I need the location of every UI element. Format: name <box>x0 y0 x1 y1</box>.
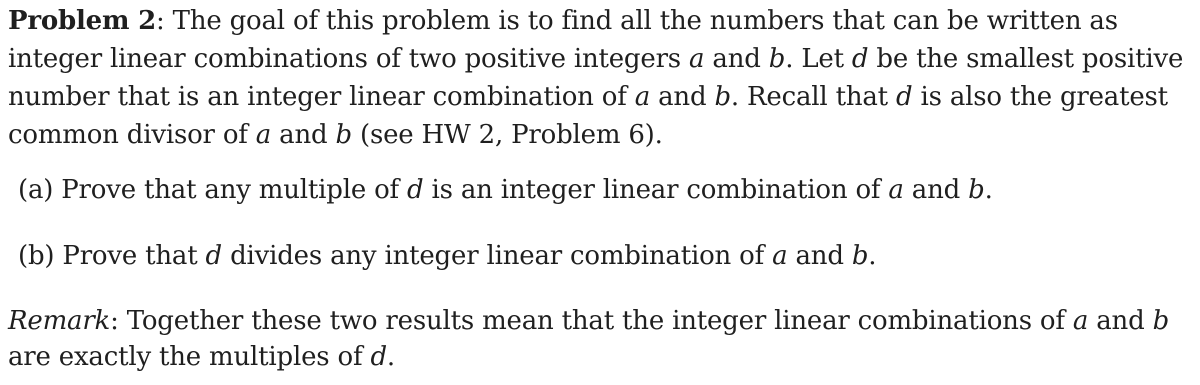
variable-b: b <box>768 44 786 74</box>
problem-text: and <box>650 82 715 112</box>
problem-statement <box>8 2 1192 154</box>
remark-text: and <box>1088 306 1153 336</box>
variable-d: d <box>407 175 424 205</box>
document <box>8 0 1192 375</box>
problem-text: is also the greatest common divisor of <box>8 82 1168 150</box>
problem-label: Problem 2 <box>8 6 157 36</box>
variable-d: d <box>895 82 913 112</box>
variable-d: d <box>205 241 222 271</box>
part-a-text: is an integer linear combination of <box>423 175 889 205</box>
remark-text: . <box>386 342 395 372</box>
part-a-text: and <box>903 175 969 205</box>
part-b <box>18 237 1192 275</box>
problem-text: be the smallest positive number that is an integer linear combination of <box>8 44 1184 112</box>
part-b-text: Prove that <box>54 241 206 271</box>
problem-text: . Recall that <box>730 82 896 112</box>
remark-text: are exactly the multiples of <box>8 342 371 372</box>
variable-b: b <box>714 82 731 112</box>
variable-a: a <box>1072 306 1089 336</box>
problem-text: and <box>704 44 769 74</box>
remark-text: : Together these two results mean that the integer linear combinations of <box>110 306 1073 336</box>
part-b-text: divides any integer linear combination of <box>222 241 773 271</box>
part-b-text: . <box>868 241 877 271</box>
problem-text: : The goal of this problem is to find all the numbers that can be written as integer linear combinations of two positive integers <box>8 6 1118 74</box>
variable-d: d <box>851 44 869 74</box>
part-a <box>18 171 1192 209</box>
variable-b: b <box>851 241 869 271</box>
variable-a: a <box>634 82 651 112</box>
variable-a: a <box>255 120 272 150</box>
problem-text: (see HW 2, Problem 6). <box>351 120 663 150</box>
variable-a: a <box>772 241 788 271</box>
part-a-label: (a) <box>18 175 54 205</box>
variable-b: b <box>1152 306 1170 336</box>
part-b-label: (b) <box>18 241 55 271</box>
problem-text: . Let <box>785 44 852 74</box>
problem-text: and <box>271 120 336 150</box>
variable-b: b <box>968 175 985 205</box>
variable-a: a <box>689 44 705 74</box>
part-a-text: Prove that any multiple of <box>53 175 408 205</box>
variable-b: b <box>335 120 352 150</box>
remark <box>8 303 1192 375</box>
part-a-text: . <box>984 175 993 205</box>
variable-a: a <box>888 175 904 205</box>
variable-d: d <box>370 342 387 372</box>
part-b-text: and <box>787 241 852 271</box>
remark-label: Remark <box>8 306 111 336</box>
